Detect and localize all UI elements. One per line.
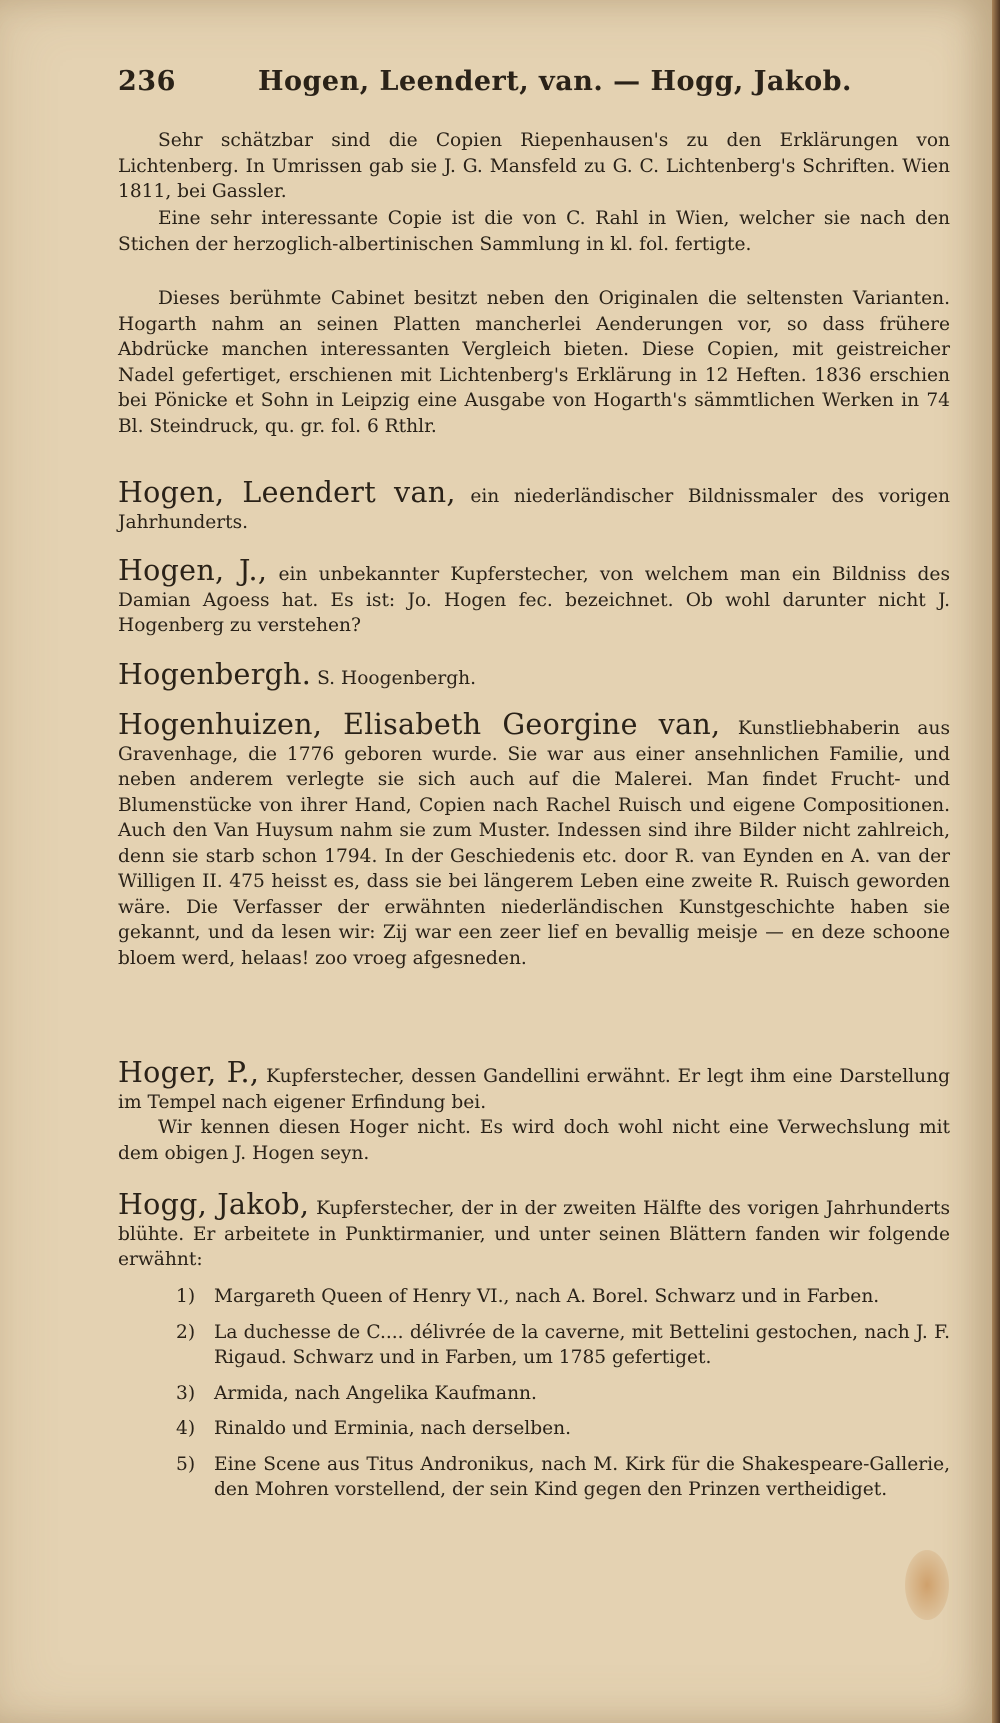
- entry-hogen-j: [118, 554, 950, 639]
- item-text: Armida, nach Angelika Kaufmann.: [214, 1382, 537, 1404]
- intro-paragraph-3: [118, 286, 950, 439]
- paragraph-text: Eine sehr interessante Copie ist die von C. Rahl in Wien, welcher sie nach den Stichen der herzoglich-albertinischen Sammlung in kl. fol. fertigte.: [118, 208, 950, 255]
- works-list: [118, 1284, 950, 1503]
- item-text: Rinaldo und Erminia, nach derselben.: [214, 1418, 572, 1439]
- item-number: 2): [176, 1321, 196, 1343]
- entry-text: S. Hoogenbergh.: [317, 668, 477, 689]
- item-number: 3): [176, 1382, 196, 1404]
- entry-headword: Hogen, Leendert van,: [118, 476, 456, 509]
- entry-hoger: [118, 1056, 950, 1166]
- list-item: [118, 1320, 950, 1371]
- page-edge: [992, 0, 1000, 1723]
- list-item: [118, 1452, 950, 1503]
- page-number: 236: [118, 66, 176, 97]
- list-item: [118, 1416, 950, 1442]
- paper-stain: [905, 1550, 949, 1620]
- list-item: [118, 1381, 950, 1407]
- page-header: [118, 62, 918, 102]
- paragraph-text: Sehr schätzbar sind die Copien Riepenhausen's zu den Erklärungen von Lichtenberg. In Umrissen gab sie J. G. Mansfeld zu G. C. Lichtenberg's Schriften. Wien 1811, bei Gassler.: [118, 130, 950, 202]
- item-number: 1): [176, 1286, 196, 1307]
- entry-text: ein niederländischer Bildnissmaler des vorigen Jahrhunderts.: [118, 486, 950, 533]
- item-text: La duchesse de C.... délivrée de la caverne, mit Bettelini gestochen, nach J. F. Rigaud. Schwarz und in Farben, um 1785 gefertiget.: [214, 1321, 950, 1368]
- entry-headword: Hogenbergh.: [118, 658, 312, 691]
- entry-note: Wir kennen diesen Hoger nicht. Es wird doch wohl nicht eine Verwechslung mit dem obigen J. Hogen seyn.: [118, 1117, 950, 1164]
- entry-headword: Hogen, J.,: [118, 554, 268, 587]
- paragraph-text: Dieses berühmte Cabinet besitzt neben den Originalen die seltensten Varianten. Hogarth nahm an seinen Platten mancherlei Aenderungen vor, so dass frühere Abdrücke manchen interessanten Vergleich bieten. Diese Copien, mit geistreicher Nadel gefertiget, erschienen mit Lichtenberg's Erklärung in 12 Heften. 1836 erschien bei Pönicke et Sohn in Leipzig eine Ausgabe von Hogarth's sämmtlichen Werken in 74 Bl. Steindruck, qu. gr. fol. 6 Rthlr.: [118, 288, 950, 437]
- running-title: Hogen, Leendert, van. — Hogg, Jakob.: [258, 66, 852, 97]
- entry-headword: Hoger, P.,: [118, 1056, 260, 1089]
- entry-hogenbergh: [118, 658, 950, 692]
- item-number: 4): [176, 1418, 196, 1439]
- entry-text: ein unbekannter Kupferstecher, von welchem man ein Bildniss des Damian Agoess hat. Es ist: Jo. Hogen fec. bezeichnet. Ob wohl darunter nicht J. Hogenberg zu verstehen?: [118, 564, 950, 636]
- list-item: [118, 1284, 950, 1310]
- entry-headword: Hogg, Jakob,: [118, 1188, 310, 1221]
- entry-hogg: [118, 1188, 951, 1273]
- item-text: Eine Scene aus Titus Andronikus, nach M. Kirk für die Shakespeare-Gallerie, den Mohren vorstellend, der sein Kind gegen den Prinzen vertheidiget.: [214, 1453, 950, 1500]
- entry-text: Kunstliebhaberin aus Gravenhage, die 1776 geboren wurde. Sie war aus einer ansehnlichen Familie, und neben anderem verlegte sie sich auch auf die Malerei. Man findet Frucht- und Blumenstücke von ihrer Hand, Copien nach Rachel Ruisch und eigene Compositionen. Auch den Van Huysum nahm sie zum Muster. Indessen sind ihre Bilder nicht zahlreich, denn sie starb schon 1794. In der Geschiedenis etc. door R. van Eynden en A. van der Willigen II. 475 heisst es, dass sie bei längerem Leben eine zweite R. Ruisch geworden wäre. Die Verfasser der erwähnten niederländischen Kunstgeschichte haben sie gekannt, und da lesen wir: Zij war een zeer lief en bevallig meisje — en deze schoone bloem werd, helaas! zoo vroeg afgesneden.: [118, 718, 950, 969]
- intro-paragraph-2: [118, 206, 950, 257]
- item-number: 5): [176, 1453, 196, 1475]
- entry-headword: Hogenhuizen, Elisabeth Georgine van,: [118, 708, 721, 741]
- entry-hogen-leendert: [118, 476, 950, 535]
- entry-text: Kupferstecher, der in der zweiten Hälfte des vorigen Jahrhunderts blühte. Er arbeitete in Punktirmanier, und unter seinen Blättern fanden wir folgende erwähnt:: [118, 1198, 951, 1270]
- item-text: Margareth Queen of Henry VI., nach A. Borel. Schwarz und in Farben.: [214, 1286, 880, 1307]
- entry-hogenhuizen: [118, 708, 950, 971]
- entry-text: Kupferstecher, dessen Gandellini erwähnt. Er legt ihm eine Darstellung im Tempel nach eigener Erfindung bei.: [118, 1066, 950, 1113]
- intro-paragraph-1: [118, 128, 950, 205]
